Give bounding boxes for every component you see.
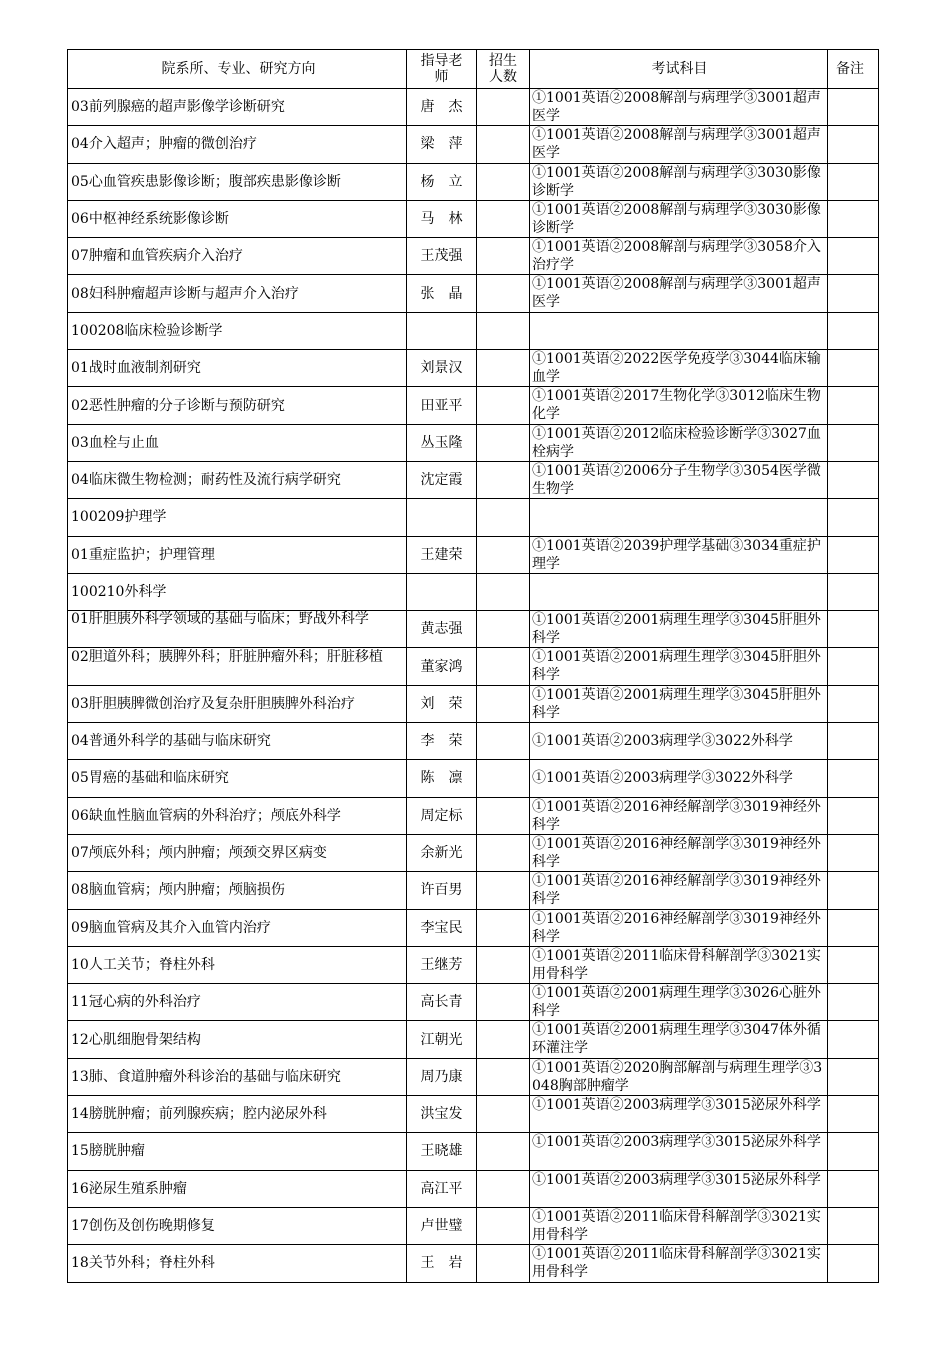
research-direction-cell bbox=[68, 797, 407, 834]
quota-cell bbox=[477, 685, 530, 722]
header-remark: 备注 bbox=[828, 50, 879, 89]
exam-subjects-text: ①1001英语②2011临床骨科解剖学③3021实用骨科学 bbox=[532, 947, 821, 982]
research-direction-text: 05胃癌的基础和临床研究 bbox=[71, 770, 229, 787]
exam-subjects-cell bbox=[530, 1021, 828, 1058]
advisor-name: 洪宝发 bbox=[420, 1106, 463, 1123]
research-direction-text: 01重症监护；护理管理 bbox=[71, 546, 215, 563]
exam-subjects-text: ①1001英语②2020胸部解剖与病理生理学③3048胸部肿瘤学 bbox=[532, 1059, 823, 1094]
exam-subjects-text: ①1001英语②2008解剖与病理学③3030影像诊断学 bbox=[532, 164, 821, 199]
research-direction-text: 11冠心病的外科治疗 bbox=[71, 994, 201, 1011]
table-row bbox=[68, 89, 879, 126]
exam-subjects-cell bbox=[530, 387, 828, 424]
header-advisor-line1: 指导老 bbox=[420, 53, 463, 69]
quota-cell bbox=[477, 275, 530, 312]
research-direction-cell bbox=[68, 573, 407, 610]
quota-cell bbox=[477, 909, 530, 946]
table-row bbox=[68, 1058, 879, 1095]
exam-subjects-text: ①1001英语②2001病理生理学③3045肝胆外科学 bbox=[532, 649, 821, 684]
advisor-cell bbox=[407, 611, 477, 648]
table-header-row bbox=[68, 50, 879, 89]
exam-subjects-text bbox=[532, 574, 827, 610]
remark-cell bbox=[828, 200, 879, 237]
advisor-name: 田亚平 bbox=[420, 397, 463, 414]
advisor-cell bbox=[407, 760, 477, 797]
quota-cell bbox=[477, 1021, 530, 1058]
table-row bbox=[68, 499, 879, 536]
advisor-cell bbox=[407, 1021, 477, 1058]
quota-cell bbox=[477, 312, 530, 349]
advisor-cell bbox=[407, 275, 477, 312]
research-direction-text: 07肿瘤和血管疾病介入治疗 bbox=[71, 248, 243, 265]
table-row bbox=[68, 648, 879, 685]
exam-subjects-cell bbox=[530, 685, 828, 722]
exam-subjects-cell bbox=[530, 312, 828, 349]
research-direction-cell bbox=[68, 834, 407, 871]
research-direction-text: 08脑血管病；颅内肿瘤；颅脑损伤 bbox=[71, 882, 285, 899]
research-direction-cell bbox=[68, 872, 407, 909]
header-dept: 院系所、专业、研究方向 bbox=[68, 50, 407, 89]
advisor-name: 黄志强 bbox=[420, 621, 463, 638]
exam-subjects-text: ①1001英语②2016神经解剖学③3019神经外科学 bbox=[532, 910, 821, 945]
quota-cell bbox=[477, 723, 530, 760]
exam-subjects-text: ①1001英语②2011临床骨科解剖学③3021实用骨科学 bbox=[532, 1208, 821, 1243]
advisor-name: 刘景汉 bbox=[420, 360, 463, 377]
research-direction-cell bbox=[68, 499, 407, 536]
table-row bbox=[68, 387, 879, 424]
remark-cell bbox=[828, 126, 879, 163]
table-row bbox=[68, 163, 879, 200]
research-direction-cell bbox=[68, 1096, 407, 1133]
table-row bbox=[68, 909, 879, 946]
exam-subjects-cell bbox=[530, 350, 828, 387]
advisor-name: 李 荣 bbox=[420, 733, 463, 750]
exam-subjects-text: ①1001英语②2006分子生物学③3054医学微生物学 bbox=[532, 462, 821, 497]
research-direction-cell bbox=[68, 946, 407, 983]
quota-cell bbox=[477, 461, 530, 498]
advisor-name: 张 晶 bbox=[420, 285, 463, 302]
table-row bbox=[68, 536, 879, 573]
research-direction-text: 05心血管疾患影像诊断；腹部疾患影像诊断 bbox=[71, 173, 341, 190]
remark-cell bbox=[828, 611, 879, 648]
exam-subjects-text bbox=[532, 499, 827, 535]
exam-subjects-cell bbox=[530, 1245, 828, 1282]
quota-cell bbox=[477, 984, 530, 1021]
advisor-cell bbox=[407, 872, 477, 909]
quota-cell bbox=[477, 200, 530, 237]
quota-cell bbox=[477, 499, 530, 536]
research-direction-cell bbox=[68, 984, 407, 1021]
remark-cell bbox=[828, 984, 879, 1021]
table-row bbox=[68, 834, 879, 871]
research-direction-cell bbox=[68, 1058, 407, 1095]
quota-cell bbox=[477, 89, 530, 126]
exam-subjects-text: ①1001英语②2003病理学③3015泌尿外科学 bbox=[532, 1134, 821, 1151]
header-quota bbox=[477, 50, 530, 89]
header-advisor bbox=[407, 50, 477, 89]
table-row bbox=[68, 760, 879, 797]
quota-cell bbox=[477, 834, 530, 871]
research-direction-cell bbox=[68, 536, 407, 573]
exam-subjects-text: ①1001英语②2001病理生理学③3045肝胆外科学 bbox=[532, 612, 821, 647]
remark-cell bbox=[828, 946, 879, 983]
table-row bbox=[68, 723, 879, 760]
exam-subjects-text: ①1001英语②2017生物化学③3012临床生物化学 bbox=[532, 388, 821, 423]
research-direction-text: 16泌尿生殖系肿瘤 bbox=[71, 1180, 187, 1197]
advisor-cell bbox=[407, 536, 477, 573]
advisor-name: 卢世璧 bbox=[420, 1218, 463, 1235]
advisor-name: 丛玉隆 bbox=[420, 434, 463, 451]
advisor-name: 陈 凛 bbox=[420, 770, 463, 787]
research-direction-cell bbox=[68, 126, 407, 163]
research-direction-text: 04临床微生物检测；耐药性及流行病学研究 bbox=[71, 472, 341, 489]
advisor-cell bbox=[407, 312, 477, 349]
remark-cell bbox=[828, 163, 879, 200]
research-direction-cell bbox=[68, 387, 407, 424]
research-direction-text: 01战时血液制剂研究 bbox=[71, 360, 201, 377]
table-row bbox=[68, 1021, 879, 1058]
advisor-cell bbox=[407, 1058, 477, 1095]
research-direction-cell bbox=[68, 461, 407, 498]
exam-subjects-cell bbox=[530, 275, 828, 312]
table-row bbox=[68, 200, 879, 237]
research-direction-text: 17创伤及创伤晚期修复 bbox=[71, 1218, 215, 1235]
advisor-cell bbox=[407, 1207, 477, 1244]
quota-cell bbox=[477, 350, 530, 387]
advisor-name: 周定标 bbox=[420, 807, 463, 824]
exam-subjects-text: ①1001英语②2016神经解剖学③3019神经外科学 bbox=[532, 798, 821, 833]
advisor-name: 余新光 bbox=[420, 845, 463, 862]
table-row bbox=[68, 984, 879, 1021]
research-direction-text: 100210外科学 bbox=[71, 584, 167, 600]
research-direction-text: 100209护理学 bbox=[71, 509, 167, 526]
exam-subjects-text: ①1001英语②2022医学免疫学③3044临床输血学 bbox=[532, 351, 821, 386]
advisor-cell bbox=[407, 909, 477, 946]
quota-cell bbox=[477, 424, 530, 461]
advisor-name: 刘 荣 bbox=[420, 695, 463, 712]
advisor-name: 董家鸿 bbox=[420, 658, 463, 675]
remark-cell bbox=[828, 1245, 879, 1282]
quota-cell bbox=[477, 946, 530, 983]
advisor-cell bbox=[407, 350, 477, 387]
exam-subjects-text: ①1001英语②2001病理生理学③3045肝胆外科学 bbox=[532, 686, 821, 721]
advisor-name: 高长青 bbox=[420, 994, 463, 1011]
exam-subjects-cell bbox=[530, 1133, 828, 1170]
research-direction-cell bbox=[68, 685, 407, 722]
exam-subjects-text: ①1001英语②2001病理生理学③3026心脏外科学 bbox=[532, 985, 821, 1020]
research-direction-text: 09脑血管病及其介入血管内治疗 bbox=[71, 919, 271, 936]
exam-subjects-cell bbox=[530, 760, 828, 797]
exam-subjects-cell bbox=[530, 499, 828, 536]
exam-subjects-cell bbox=[530, 89, 828, 126]
remark-cell bbox=[828, 275, 879, 312]
research-direction-text: 100208临床检验诊断学 bbox=[71, 322, 223, 339]
quota-cell bbox=[477, 536, 530, 573]
advisor-cell bbox=[407, 126, 477, 163]
research-direction-text: 10人工关节；脊柱外科 bbox=[71, 956, 215, 973]
quota-cell bbox=[477, 163, 530, 200]
remark-cell bbox=[828, 1170, 879, 1207]
table-row bbox=[68, 275, 879, 312]
remark-cell bbox=[828, 238, 879, 275]
table-row bbox=[68, 946, 879, 983]
advisor-name: 许百男 bbox=[420, 882, 463, 899]
research-direction-text: 01肝胆胰外科学领域的基础与临床；野战外科学 bbox=[71, 611, 369, 628]
remark-cell bbox=[828, 499, 879, 536]
remark-cell bbox=[828, 536, 879, 573]
table-row bbox=[68, 1170, 879, 1207]
exam-subjects-cell bbox=[530, 946, 828, 983]
advisor-cell bbox=[407, 573, 477, 610]
remark-cell bbox=[828, 350, 879, 387]
table-row bbox=[68, 424, 879, 461]
exam-subjects-cell bbox=[530, 611, 828, 648]
remark-cell bbox=[828, 648, 879, 685]
header-quota-line2: 人数 bbox=[489, 69, 517, 85]
advisor-cell bbox=[407, 648, 477, 685]
exam-subjects-text: ①1001英语②2003病理学③3022外科学 bbox=[532, 770, 793, 787]
remark-cell bbox=[828, 387, 879, 424]
table-row bbox=[68, 573, 879, 610]
research-direction-cell bbox=[68, 275, 407, 312]
advisor-cell bbox=[407, 984, 477, 1021]
research-direction-text: 04普通外科学的基础与临床研究 bbox=[71, 733, 271, 750]
research-direction-text: 06缺血性脑血管病的外科治疗；颅底外科学 bbox=[71, 807, 341, 824]
research-direction-cell bbox=[68, 1207, 407, 1244]
exam-subjects-text: ①1001英语②2008解剖与病理学③3001超声医学 bbox=[532, 276, 821, 311]
exam-subjects-cell bbox=[530, 1058, 828, 1095]
advisor-name: 李宝民 bbox=[420, 919, 463, 936]
remark-cell bbox=[828, 723, 879, 760]
advisor-cell bbox=[407, 461, 477, 498]
research-direction-text: 03血栓与止血 bbox=[71, 434, 159, 451]
exam-subjects-cell bbox=[530, 1170, 828, 1207]
research-direction-text: 03前列腺癌的超声影像学诊断研究 bbox=[71, 99, 285, 116]
exam-subjects-cell bbox=[530, 872, 828, 909]
exam-subjects-cell bbox=[530, 163, 828, 200]
quota-cell bbox=[477, 760, 530, 797]
exam-subjects-text: ①1001英语②2011临床骨科解剖学③3021实用骨科学 bbox=[532, 1246, 821, 1281]
remark-cell bbox=[828, 872, 879, 909]
research-direction-cell bbox=[68, 424, 407, 461]
remark-cell bbox=[828, 461, 879, 498]
research-direction-cell bbox=[68, 1170, 407, 1207]
research-direction-text: 08妇科肿瘤超声诊断与超声介入治疗 bbox=[71, 285, 299, 302]
advisor-cell bbox=[407, 1096, 477, 1133]
exam-subjects-text: ①1001英语②2008解剖与病理学③3030影像诊断学 bbox=[532, 201, 821, 236]
advisor-name: 唐 杰 bbox=[420, 99, 463, 116]
remark-cell bbox=[828, 1207, 879, 1244]
table-row bbox=[68, 611, 879, 648]
advisor-cell bbox=[407, 424, 477, 461]
research-direction-cell bbox=[68, 350, 407, 387]
quota-cell bbox=[477, 573, 530, 610]
advisor-cell bbox=[407, 1170, 477, 1207]
advisor-name: 高江平 bbox=[420, 1180, 463, 1197]
research-direction-text: 18关节外科；脊柱外科 bbox=[71, 1255, 215, 1272]
quota-cell bbox=[477, 1170, 530, 1207]
exam-subjects-cell bbox=[530, 536, 828, 573]
advisor-cell bbox=[407, 1133, 477, 1170]
exam-subjects-cell bbox=[530, 1096, 828, 1133]
exam-subjects-text: ①1001英语②2012临床检验诊断学③3027血栓病学 bbox=[532, 425, 821, 460]
exam-subjects-text: ①1001英语②2008解剖与病理学③3058介入治疗学 bbox=[532, 239, 821, 274]
table-row bbox=[68, 797, 879, 834]
table-row bbox=[68, 238, 879, 275]
exam-subjects-cell bbox=[530, 126, 828, 163]
exam-subjects-text: ①1001英语②2008解剖与病理学③3001超声医学 bbox=[532, 90, 821, 124]
advisor-cell bbox=[407, 89, 477, 126]
quota-cell bbox=[477, 1133, 530, 1170]
research-direction-text: 06中枢神经系统影像诊断 bbox=[71, 211, 229, 228]
advisor-cell bbox=[407, 834, 477, 871]
remark-cell bbox=[828, 424, 879, 461]
table-row bbox=[68, 312, 879, 349]
advisor-name: 王继芳 bbox=[420, 956, 463, 973]
research-direction-cell bbox=[68, 1021, 407, 1058]
exam-subjects-cell bbox=[530, 909, 828, 946]
advisor-name: 杨 立 bbox=[420, 173, 463, 190]
quota-cell bbox=[477, 1096, 530, 1133]
quota-cell bbox=[477, 1245, 530, 1282]
research-direction-text: 02胆道外科；胰脾外科；肝脏肿瘤外科；肝脏移植 bbox=[71, 648, 383, 665]
research-direction-text: 13肺、食道肿瘤外科诊治的基础与临床研究 bbox=[71, 1068, 341, 1085]
advisor-name: 马 林 bbox=[420, 211, 463, 228]
remark-cell bbox=[828, 89, 879, 126]
research-direction-cell bbox=[68, 723, 407, 760]
quota-cell bbox=[477, 238, 530, 275]
quota-cell bbox=[477, 611, 530, 648]
table-row bbox=[68, 461, 879, 498]
table-row bbox=[68, 872, 879, 909]
advisor-name: 王茂强 bbox=[420, 248, 463, 265]
quota-cell bbox=[477, 126, 530, 163]
advisor-name: 沈定霞 bbox=[420, 472, 463, 489]
exam-subjects-text: ①1001英语②2003病理学③3022外科学 bbox=[532, 733, 793, 750]
advisor-cell bbox=[407, 238, 477, 275]
remark-cell bbox=[828, 1096, 879, 1133]
research-direction-cell bbox=[68, 200, 407, 237]
advisor-cell bbox=[407, 685, 477, 722]
remark-cell bbox=[828, 1058, 879, 1095]
remark-cell bbox=[828, 1021, 879, 1058]
exam-subjects-cell bbox=[530, 461, 828, 498]
exam-subjects-text bbox=[532, 313, 827, 349]
exam-subjects-text: ①1001英语②2016神经解剖学③3019神经外科学 bbox=[532, 873, 821, 908]
advisor-cell bbox=[407, 723, 477, 760]
advisor-cell bbox=[407, 946, 477, 983]
exam-subjects-text: ①1001英语②2003病理学③3015泌尿外科学 bbox=[532, 1171, 821, 1188]
exam-subjects-text: ①1001英语②2008解剖与病理学③3001超声医学 bbox=[532, 127, 821, 162]
quota-cell bbox=[477, 387, 530, 424]
admissions-table bbox=[67, 49, 879, 1283]
advisor-cell bbox=[407, 1245, 477, 1282]
advisor-cell bbox=[407, 387, 477, 424]
research-direction-text: 14膀胱肿瘤；前列腺疾病；腔内泌尿外科 bbox=[71, 1106, 327, 1123]
research-direction-cell bbox=[68, 89, 407, 126]
advisor-name: 梁 萍 bbox=[420, 136, 463, 153]
exam-subjects-text: ①1001英语②2016神经解剖学③3019神经外科学 bbox=[532, 835, 821, 870]
header-exam: 考试科目 bbox=[530, 50, 828, 89]
advisor-cell bbox=[407, 499, 477, 536]
remark-cell bbox=[828, 909, 879, 946]
research-direction-cell bbox=[68, 760, 407, 797]
research-direction-text: 02恶性肿瘤的分子诊断与预防研究 bbox=[71, 397, 285, 414]
research-direction-cell bbox=[68, 163, 407, 200]
remark-cell bbox=[828, 834, 879, 871]
quota-cell bbox=[477, 1058, 530, 1095]
research-direction-text: 15膀胱肿瘤 bbox=[71, 1143, 145, 1160]
exam-subjects-cell bbox=[530, 648, 828, 685]
exam-subjects-cell bbox=[530, 200, 828, 237]
table-row bbox=[68, 350, 879, 387]
advisor-name: 王 岩 bbox=[420, 1255, 463, 1272]
research-direction-cell bbox=[68, 611, 407, 648]
remark-cell bbox=[828, 573, 879, 610]
exam-subjects-cell bbox=[530, 238, 828, 275]
advisor-name: 周乃康 bbox=[420, 1068, 463, 1085]
table-row bbox=[68, 1133, 879, 1170]
exam-subjects-cell bbox=[530, 723, 828, 760]
table-row bbox=[68, 1096, 879, 1133]
remark-cell bbox=[828, 312, 879, 349]
header-quota-line1: 招生 bbox=[489, 53, 517, 69]
quota-cell bbox=[477, 1207, 530, 1244]
exam-subjects-text: ①1001英语②2039护理学基础③3034重症护理学 bbox=[532, 537, 821, 572]
quota-cell bbox=[477, 872, 530, 909]
research-direction-cell bbox=[68, 238, 407, 275]
table-row bbox=[68, 1245, 879, 1282]
exam-subjects-cell bbox=[530, 1207, 828, 1244]
advisor-name: 王建荣 bbox=[420, 546, 463, 563]
research-direction-cell bbox=[68, 1133, 407, 1170]
research-direction-cell bbox=[68, 312, 407, 349]
exam-subjects-cell bbox=[530, 834, 828, 871]
remark-cell bbox=[828, 685, 879, 722]
table-row bbox=[68, 126, 879, 163]
advisor-cell bbox=[407, 797, 477, 834]
research-direction-cell bbox=[68, 648, 407, 685]
table-row bbox=[68, 685, 879, 722]
advisor-name: 王晓雄 bbox=[420, 1143, 463, 1160]
exam-subjects-cell bbox=[530, 984, 828, 1021]
research-direction-text: 07颅底外科；颅内肿瘤；颅颈交界区病变 bbox=[71, 845, 327, 862]
exam-subjects-cell bbox=[530, 573, 828, 610]
header-advisor-line2: 师 bbox=[434, 69, 449, 85]
exam-subjects-cell bbox=[530, 424, 828, 461]
remark-cell bbox=[828, 1133, 879, 1170]
quota-cell bbox=[477, 797, 530, 834]
exam-subjects-text: ①1001英语②2001病理生理学③3047体外循环灌注学 bbox=[532, 1022, 821, 1057]
table-row bbox=[68, 1207, 879, 1244]
remark-cell bbox=[828, 797, 879, 834]
remark-cell bbox=[828, 760, 879, 797]
advisor-cell bbox=[407, 200, 477, 237]
quota-cell bbox=[477, 648, 530, 685]
exam-subjects-cell bbox=[530, 797, 828, 834]
research-direction-text: 04介入超声；肿瘤的微创治疗 bbox=[71, 136, 257, 153]
advisor-name: 江朝光 bbox=[420, 1031, 463, 1048]
research-direction-text: 12心肌细胞骨架结构 bbox=[71, 1031, 201, 1048]
research-direction-cell bbox=[68, 1245, 407, 1282]
advisor-cell bbox=[407, 163, 477, 200]
exam-subjects-text: ①1001英语②2003病理学③3015泌尿外科学 bbox=[532, 1097, 821, 1114]
research-direction-text: 03肝胆胰脾微创治疗及复杂肝胆胰脾外科治疗 bbox=[71, 695, 355, 712]
research-direction-cell bbox=[68, 909, 407, 946]
